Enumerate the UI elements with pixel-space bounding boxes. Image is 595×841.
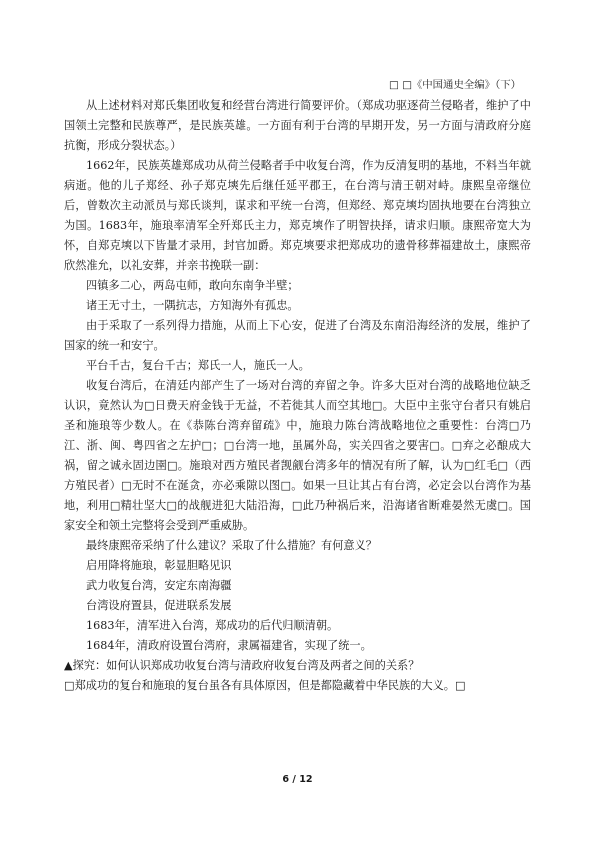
document-body xyxy=(64,96,531,696)
paragraph-evaluation-prompt: 从上述材料对郑氏集团收复和经营台湾进行简要评价。（郑成功驱逐荷兰侵略者，维护了中国领土完整和民族尊严，是民族英雄。一方面有利于台湾的早期开发，另一方面与清政府分庭抗衡，形成分裂状态。） xyxy=(64,99,531,152)
answer-line-2: 武力收复台湾，安定东南海疆 xyxy=(86,579,232,592)
paragraph-effect: 由于采取了一系列得力措施，从而上下心安，促进了台湾及东南沿海经济的发展，维护了国家的统一和安宁。 xyxy=(64,319,531,352)
paragraph-debate: 收复台湾后，在清廷内部产生了一场对台湾的弃留之争。许多大臣对台湾的战略地位缺乏认识，竟然认为□日费天府金钱于无益，不若徙其人而空其地□。大臣中主张守台者只有姚启圣和施琅等少数人。在《恭陈台湾弃留疏》中，施琅力陈台湾战略地位之重要性：台湾□乃江、浙、闽、粤四省之左护□；□台湾一地，虽属外岛，实关四省之要害□。□弃之必酿成大祸，留之诚永固边圉□。施琅对西方殖民者觊觎台湾多年的情况有所了解，认为□红毛□（西方殖民者）□无时不在涎贪，亦必乘隙以图□。如果一旦让其占有台湾，必定会以台湾作为基地，利用□精壮坚大□的战舰进犯大陆沿海，□此乃种祸后来，沿海诸省断难晏然无虞□。国家安全和领土完整将会受到严重威胁。 xyxy=(64,379,531,532)
answer-line-3: 台湾设府置县，促进联系发展 xyxy=(86,599,232,612)
inquiry-line: ▲探究：如何认识郑成功收复台湾与清政府收复台湾及两者之间的关系？ xyxy=(64,659,420,672)
saying-line: 平台千古，复台千古；郑氏一人，施氏一人。 xyxy=(86,359,310,372)
page-number: 6 / 12 xyxy=(282,774,313,785)
couplet-line-2: 诸王无寸土，一隅抗志，方知海外有孤忠。 xyxy=(86,299,299,312)
couplet-line-1: 四镇多二心，两岛屯师，敢向东南争半壁； xyxy=(86,279,299,292)
event-line-1683: 1683年，清军进入台湾，郑成功的后代归顺清朝。 xyxy=(86,619,339,632)
question-line: 最终康熙帝采纳了什么建议？采取了什么措施？有何意义？ xyxy=(86,539,377,552)
paragraph-history: 1662年，民族英雄郑成功从荷兰侵略者手中收复台湾，作为反清复明的基地，不料当年就病逝。他的儿子郑经、孙子郑克塽先后继任延平郡王，在台湾与清王朝对峙。康熙皇帝继位后，曾数次主动派员与郑氏谈判，谋求和平统一台湾，但郑经、郑克塽均固执地要在台湾独立为国。1683年，施琅率清军全歼郑氏主力，郑克塽作了明智抉择，请求归顺。康熙帝宽大为怀，自郑克塽以下皆量才录用，封官加爵。郑克塽要求把郑成功的遗骨移葬福建故土，康熙帝欣然准允，以礼安葬，并亲书挽联一副： xyxy=(64,159,531,272)
event-line-1684: 1684年，清政府设置台湾府，隶属福建省，实现了统一。 xyxy=(86,639,372,652)
inquiry-answer-line: □郑成功的复台和施琅的复台虽各有具体原因，但是都隐藏着中华民族的大义。□ xyxy=(64,679,466,692)
answer-line-1: 启用降将施琅，彰显胆略见识 xyxy=(86,559,232,572)
source-citation: □ □《中国通史全编》（下） xyxy=(388,79,521,91)
